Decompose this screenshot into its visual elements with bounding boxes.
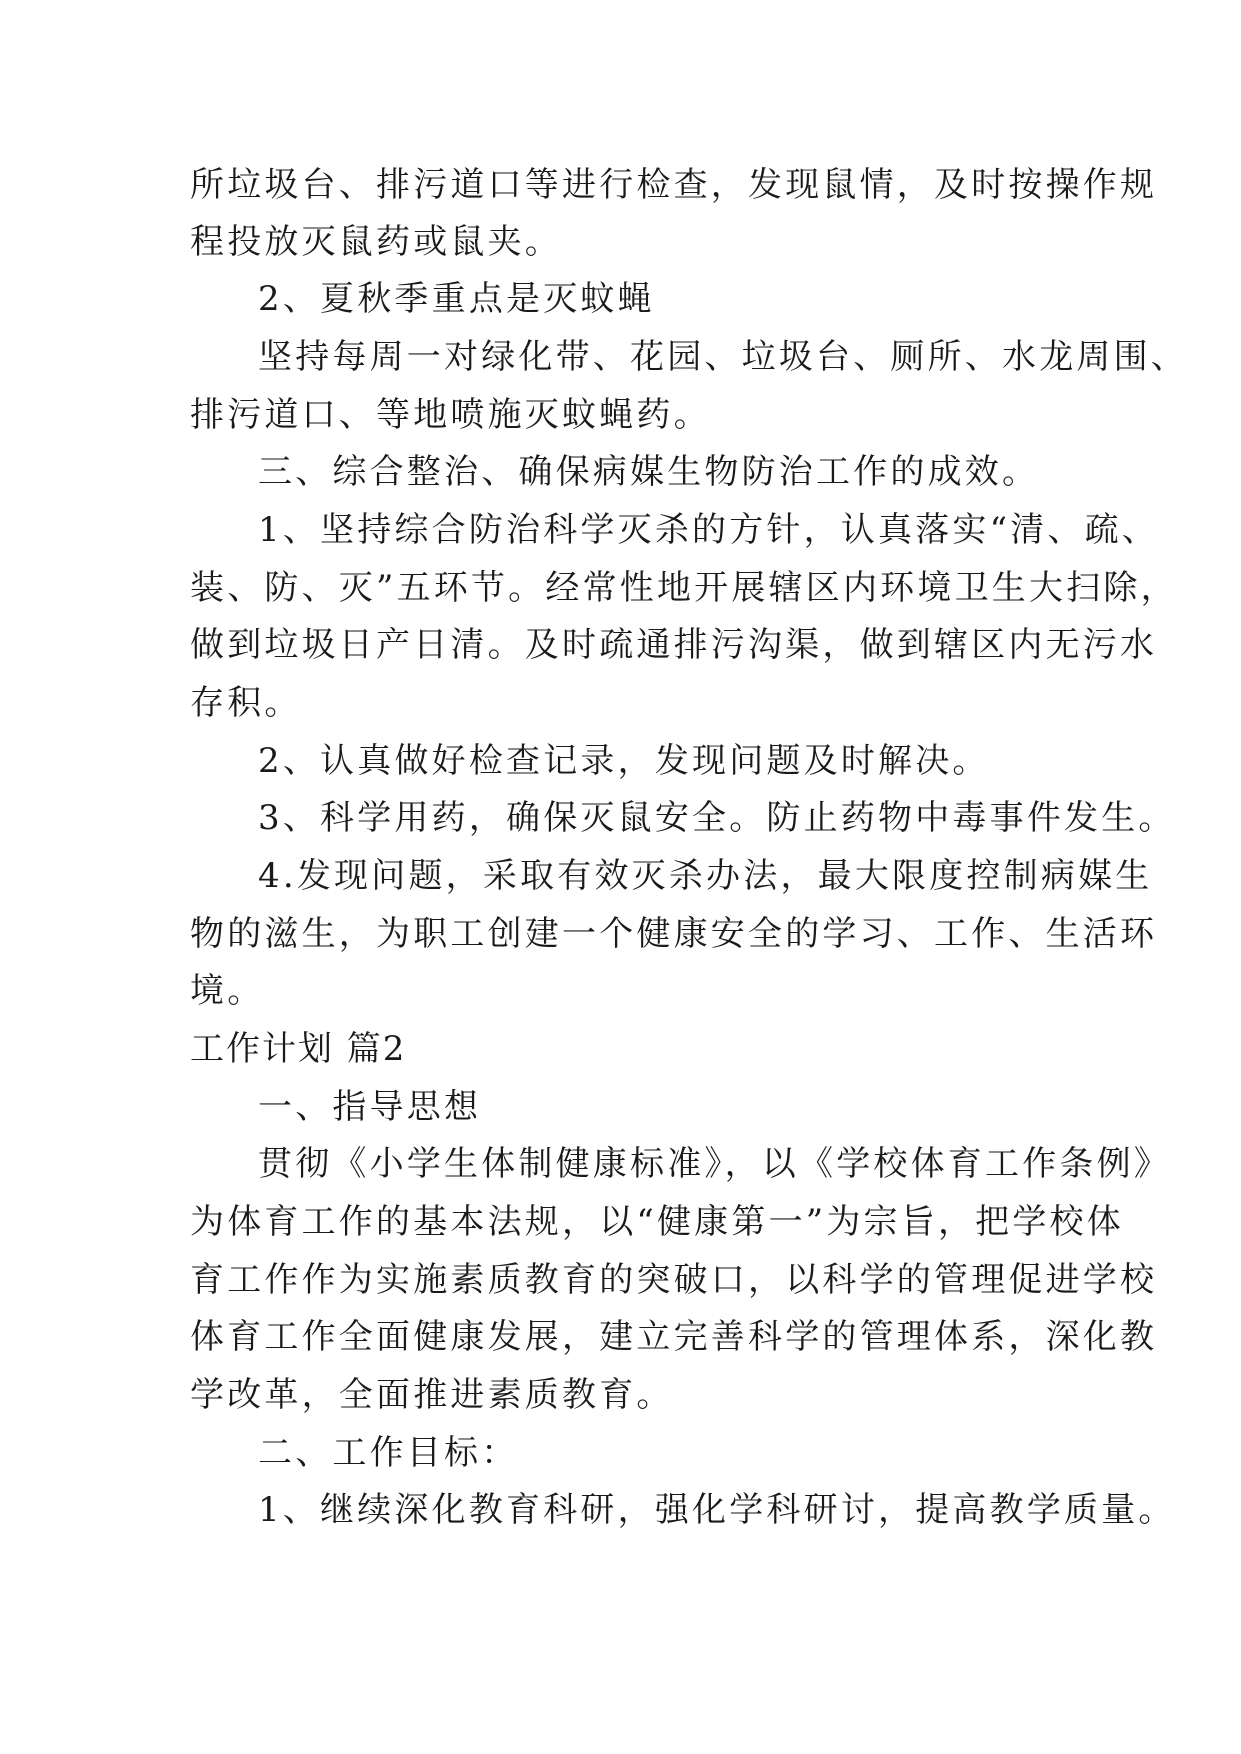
section-heading: 工作计划 篇2 (190, 1029, 407, 1069)
text-line: 2、认真做好检查记录，发现问题及时解决。 (258, 741, 990, 781)
text-line: 程投放灭鼠药或鼠夹。 (190, 222, 562, 262)
text-line: 1、坚持综合防治科学灭杀的方针，认真落实“清、疏、 (258, 510, 1160, 550)
text-line: 做到垃圾日产日清。及时疏通排污沟渠，做到辖区内无污水 (190, 625, 1158, 665)
text-line: 2、夏秋季重点是灭蚊蝇 (258, 279, 655, 319)
text-line: 1、继续深化教育科研，强化学科研讨，提高教学质量。 (258, 1490, 1176, 1530)
text-line: 排污道口、等地喷施灭蚊蝇药。 (190, 395, 711, 435)
text-line: 一、指导思想 (258, 1087, 482, 1127)
text-line: 学改革，全面推进素质教育。 (190, 1375, 674, 1415)
text-line: 三、综合整治、确保病媒生物防治工作的成效。 (258, 452, 1040, 492)
text-line: 境。 (190, 971, 265, 1011)
text-line: 体育工作全面健康发展，建立完善科学的管理体系，深化教 (190, 1317, 1158, 1357)
text-line: 物的滋生，为职工创建一个健康安全的学习、工作、生活环 (190, 914, 1158, 954)
text-line: 装、防、灭”五环节。经常性地开展辖区内环境卫生大扫除， (190, 568, 1178, 608)
text-line: 3、科学用药，确保灭鼠安全。防止药物中毒事件发生。 (258, 798, 1176, 838)
text-line: 4.发现问题，采取有效灭杀办法，最大限度控制病媒生 (258, 856, 1153, 896)
text-line: 二、工作目标： (258, 1433, 519, 1473)
text-line: 贯彻《小学生体制健康标准》，以《学校体育工作条例》 (258, 1144, 1171, 1184)
text-line: 所垃圾台、排污道口等进行检查，发现鼠情，及时按操作规 (190, 165, 1158, 205)
text-line: 为体育工作的基本法规，以“健康第一”为宗旨，把学校体 (190, 1202, 1124, 1242)
text-line: 存积。 (190, 683, 302, 723)
text-line: 坚持每周一对绿化带、花园、垃圾台、厕所、水龙周围、 (258, 337, 1188, 377)
text-line: 育工作作为实施素质教育的突破口，以科学的管理促进学校 (190, 1260, 1158, 1300)
